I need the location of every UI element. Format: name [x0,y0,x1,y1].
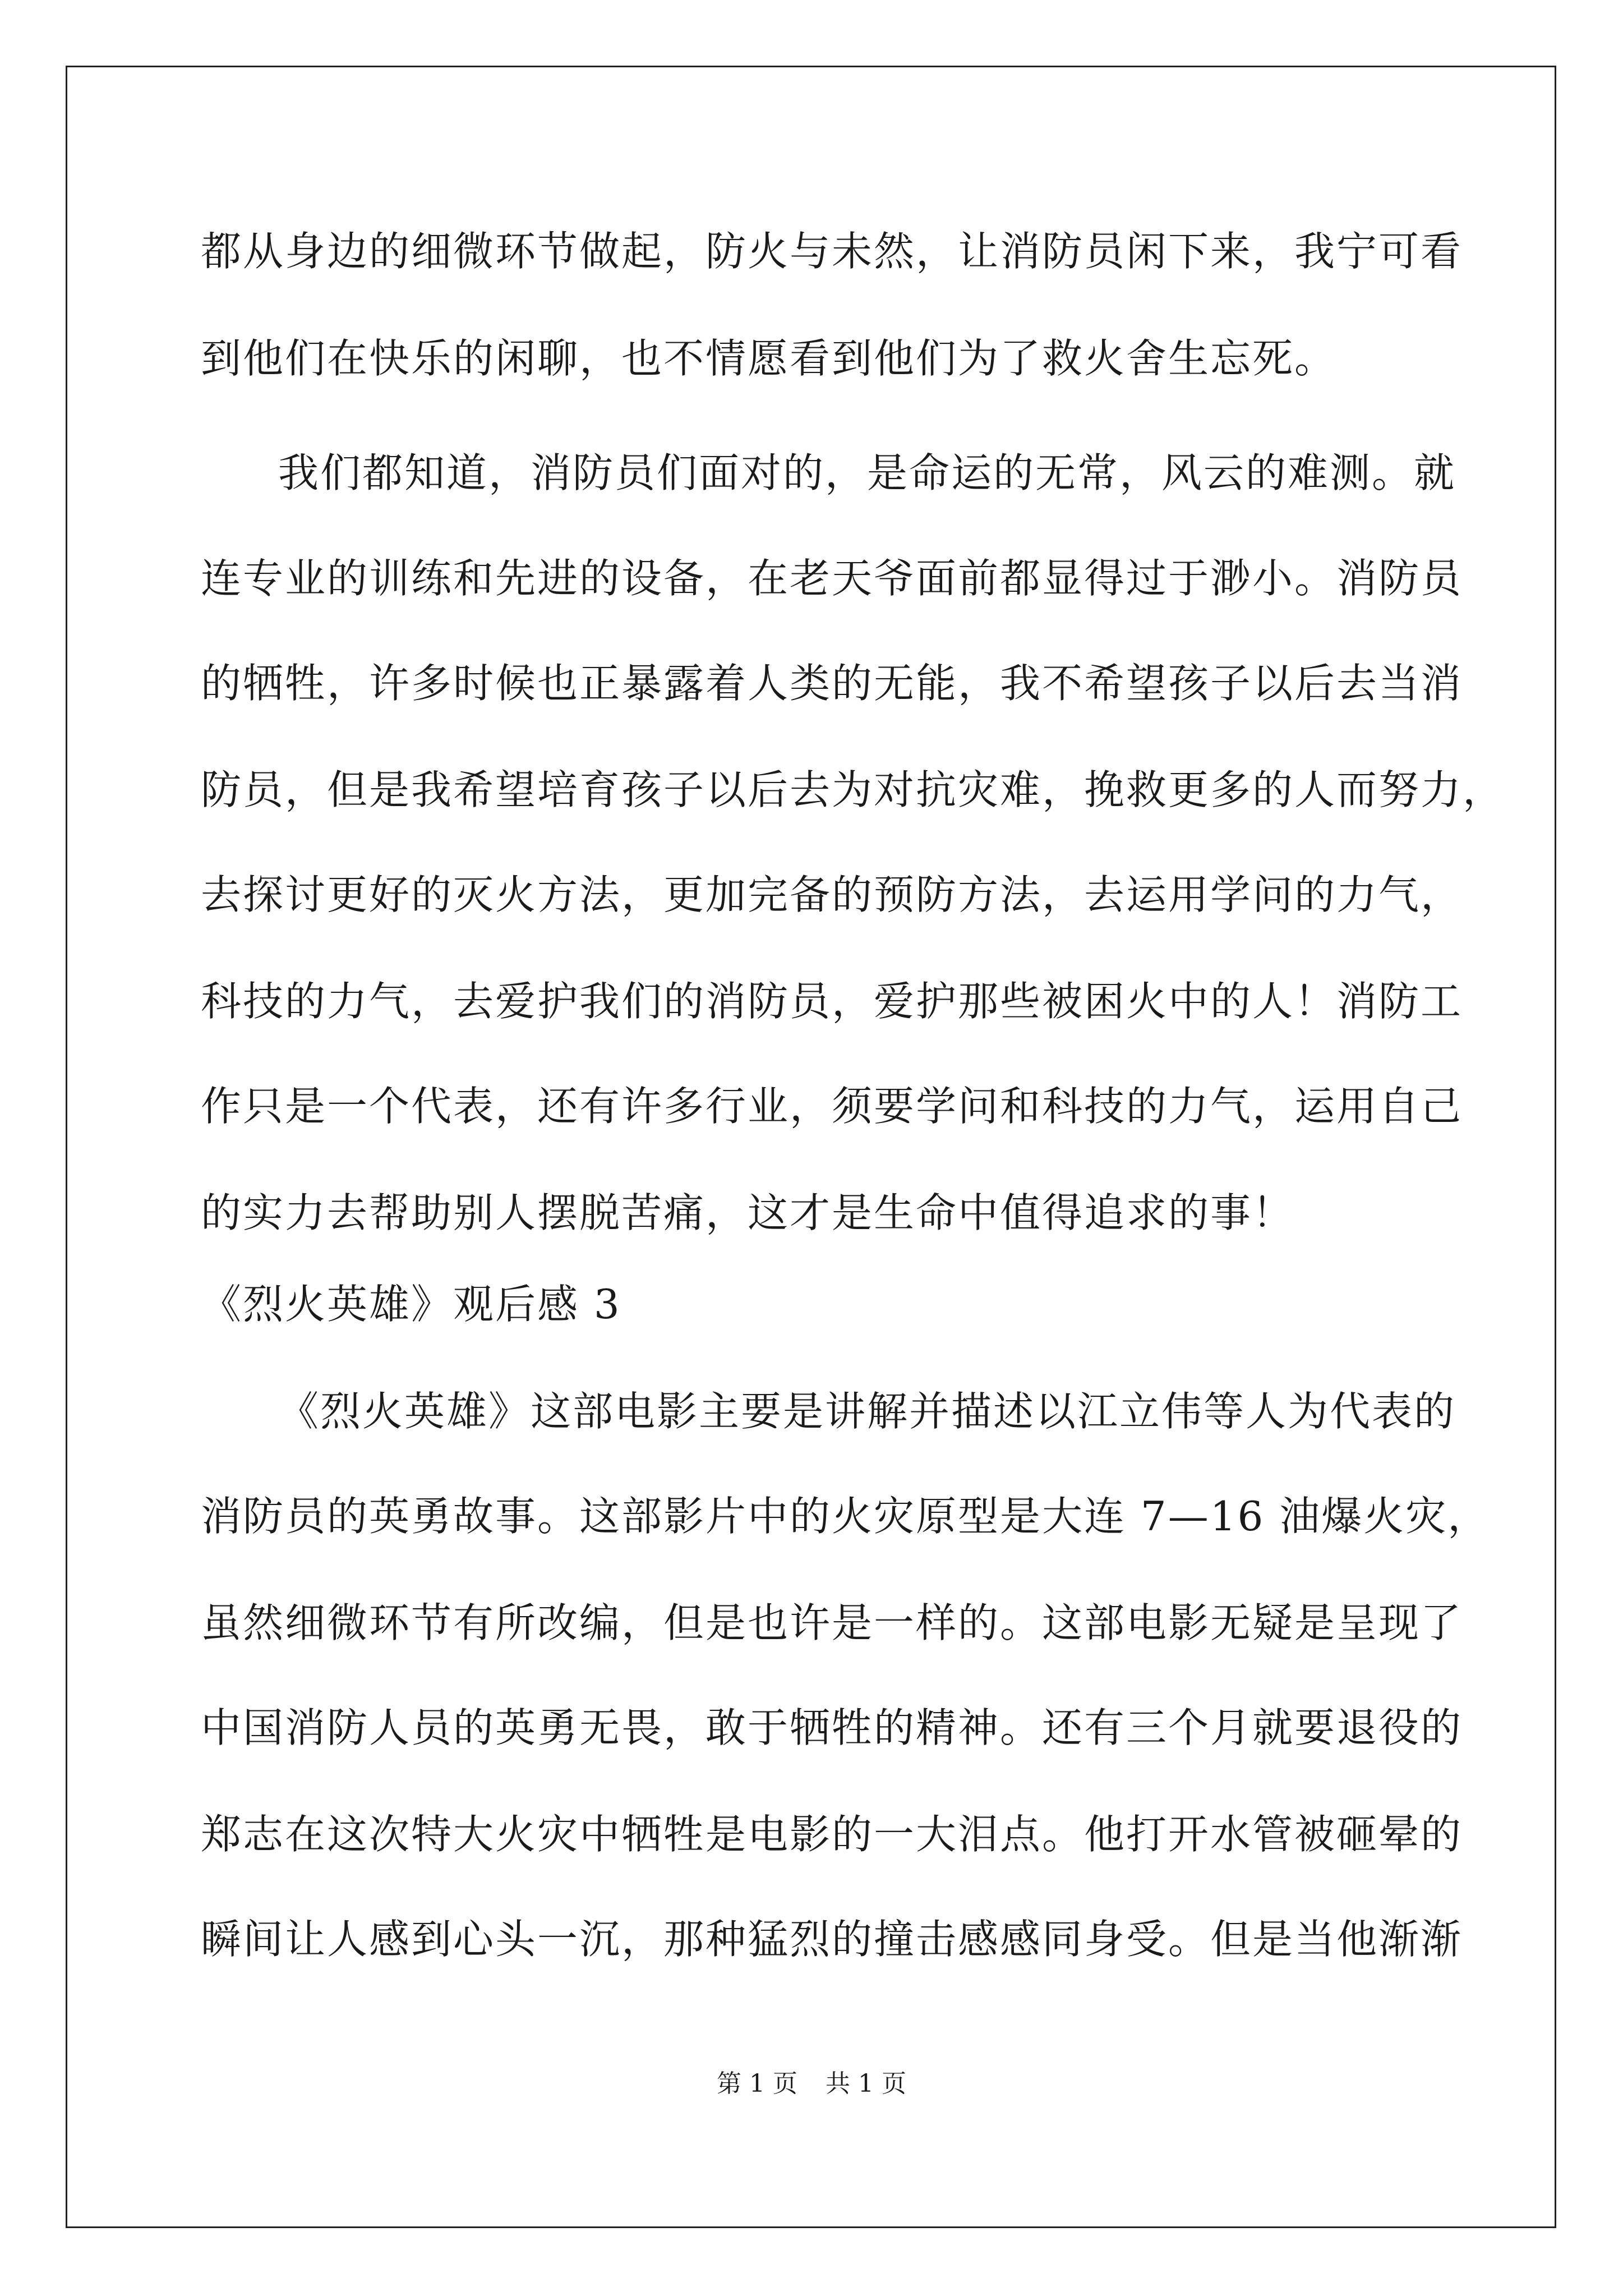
paragraph-line: 去探讨更好的灭火方法，更加完备的预防方法，去运用学问的力气， [201,871,1463,918]
paragraph-line: 的牺牲，许多时候也正暴露着人类的无能，我不希望孩子以后去当消 [201,660,1463,707]
paragraph-line: 《烈火英雄》这部电影主要是讲解并描述以江立伟等人为代表的 [278,1388,1456,1435]
paragraph-line: 虽然细微环节有所改编，但是也许是一样的。这部电影无疑是呈现了 [201,1599,1463,1646]
paragraph-line: 瞬间让人感到心头一沉，那种猛烈的撞击感感同身受。但是当他渐渐 [201,1916,1463,1963]
paragraph-line: 作只是一个代表，还有许多行业，须要学问和科技的力气，运用自己 [201,1083,1463,1130]
page-footer [0,2067,1623,2101]
paragraph-line: 到他们在快乐的闲聊，也不情愿看到他们为了救火舍生忘死。 [201,335,1337,382]
paragraph-line: 防员，但是我希望培育孩子以后去为对抗灾难，挽救更多的人而努力， [201,766,1505,813]
paragraph-line: 都从身边的细微环节做起，防火与未然，让消防员闲下来，我宁可看 [201,228,1463,275]
page-number: 第 1 页 [717,2069,797,2098]
page-total: 共 1 页 [826,2069,906,2098]
page-border [66,66,1556,2228]
section-heading: 《烈火英雄》观后感 3 [201,1281,621,1328]
paragraph-line: 中国消防人员的英勇无畏，敢于牺牲的精神。还有三个月就要退役的 [201,1704,1463,1751]
paragraph-line: 我们都知道，消防员们面对的，是命运的无常，风云的难测。就 [278,449,1456,496]
paragraph-line: 消防员的英勇故事。这部影片中的火灾原型是大连 7—16 油爆火灾， [201,1493,1490,1540]
paragraph-line: 科技的力气，去爱护我们的消防员，爱护那些被困火中的人！消防工 [201,978,1463,1025]
paragraph-line: 的实力去帮助别人摆脱苦痛，这才是生命中值得追求的事！ [201,1189,1295,1236]
paragraph-line: 郑志在这次特大火灾中牺牲是电影的一大泪点。他打开水管被砸晕的 [201,1811,1463,1858]
paragraph-line: 连专业的训练和先进的设备，在老天爷面前都显得过于渺小。消防员 [201,555,1463,602]
